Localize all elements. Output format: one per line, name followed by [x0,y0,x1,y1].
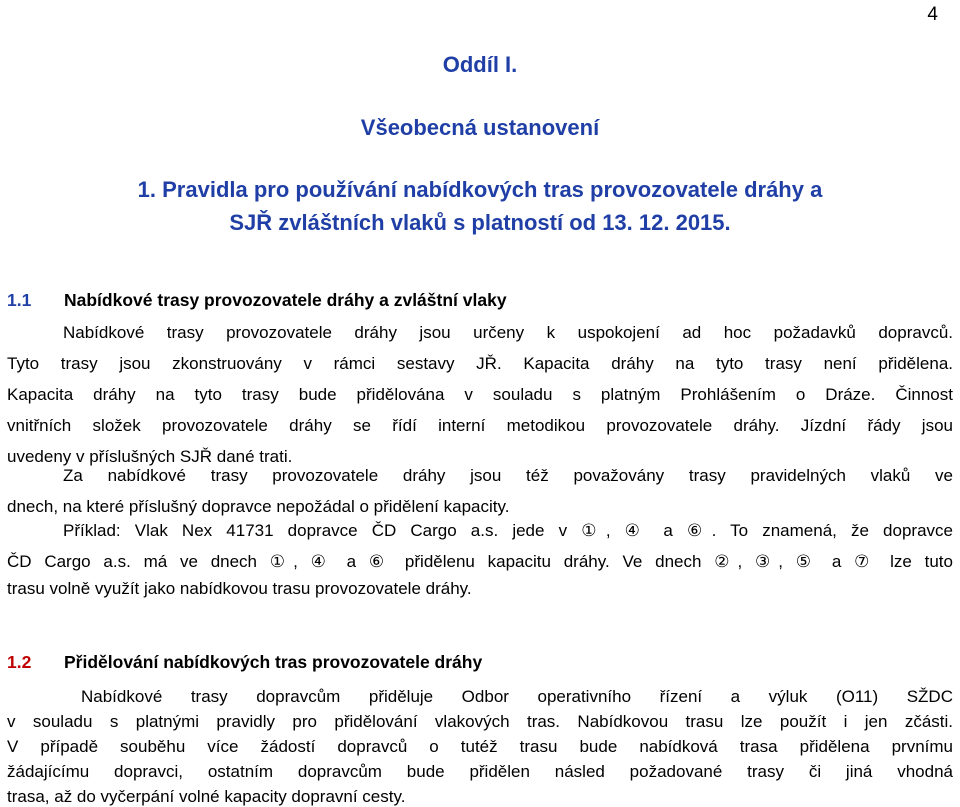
section-heading: Oddíl I. [442,52,518,77]
chapter-title-line-2: SJŘ zvláštních vlaků s platností od 13. 12. 2015. [229,210,731,235]
section-title: Všeobecná ustanovení [360,115,600,140]
paragraph-line: Nabídkové trasy provozovatele dráhy jsou určeny k uspokojení ad hoc požadavků dopravců. [63,323,953,342]
paragraph-line: ČD Cargo a.s. má ve dnech ①, ④ a ⑥ přidělenu kapacitu dráhy. Ve dnech ②, ③, ⑤ a ⑦ lze tuto [7,552,953,571]
subsection-1-1-number: 1.1 [7,290,32,310]
page-number: 4 [927,4,938,25]
paragraph-line: trasa, až do vyčerpání volné kapacity dopravní cesty. [7,787,406,806]
subsection-1-2-heading [7,652,482,673]
paragraph-line: Tyto trasy jsou zkonstruovány v rámci sestavy JŘ. Kapacita dráhy na tyto trasy není přidělena. [7,354,953,373]
paragraph-line: žádajícímu dopravci, ostatním dopravcům bude přidělen násled požadované trasy či jiná vhodná [7,762,953,781]
subsection-1-2-title: Přidělování nabídkových tras provozovatele dráhy [64,652,483,672]
subsection-1-2-number: 1.2 [7,652,32,672]
paragraph-line: v souladu s platnými pravidly pro přidělování vlakových tras. Nabídkovou trasu lze použít i jen zčásti. [7,712,953,731]
subsection-1-1-title: Nabídkové trasy provozovatele dráhy a zvláštní vlaky [64,290,507,310]
chapter-title-line-1: 1. Pravidla pro používání nabídkových tras provozovatele dráhy a [137,177,823,202]
paragraph-line: Příklad: Vlak Nex 41731 dopravce ČD Cargo a.s. jede v ①, ④ a ⑥. To znamená, že dopravce [63,521,953,540]
paragraph-line: dnech, na které příslušný dopravce nepožádal o přidělení kapacity. [7,497,510,516]
paragraph-line: uvedeny v příslušných SJŘ dané trati. [7,447,293,466]
paragraph-line: vnitřních složek provozovatele dráhy se řídí interní metodikou provozovatele dráhy. Jízdní řády jsou [7,416,953,435]
subsection-1-1-heading [7,290,507,311]
paragraph-line: Nabídkové trasy dopravcům přiděluje Odbor operativního řízení a výluk (O11) SŽDC [81,687,953,706]
paragraph-line: Kapacita dráhy na tyto trasy bude přidělována v souladu s platným Prohlášením o Dráze. Činnost [7,385,953,404]
paragraph-line: Za nabídkové trasy provozovatele dráhy jsou též považovány trasy pravidelných vlaků ve [63,466,953,485]
paragraph-line: V případě souběhu více žádostí dopravců o tutéž trasu bude nabídková trasa přidělena prvnímu [7,737,953,756]
paragraph-line: trasu volně využít jako nabídkovou trasu provozovatele dráhy. [7,579,472,598]
